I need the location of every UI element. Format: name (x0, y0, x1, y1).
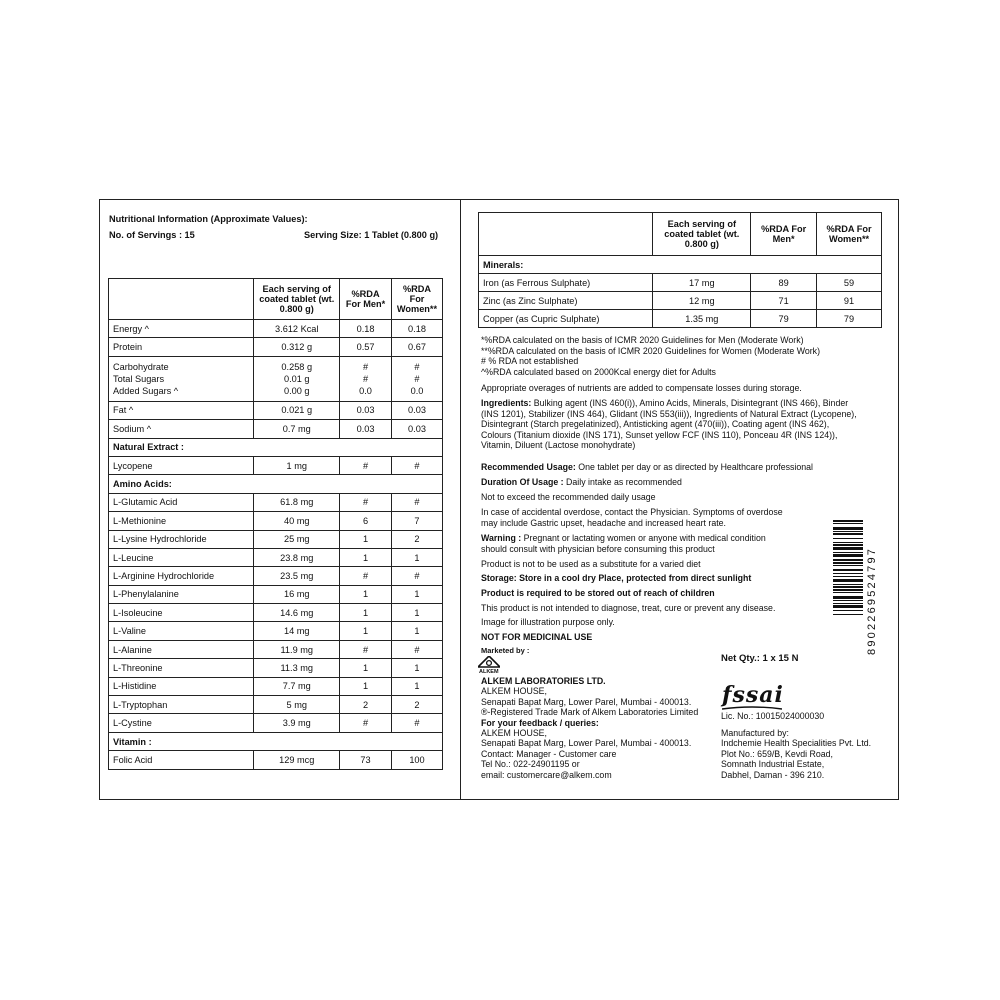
nutrient-value: 3.612 Kcal (254, 320, 340, 338)
rda-women: 0.03 (391, 420, 442, 438)
nutrient-name (109, 356, 254, 401)
rda-men: 1 (340, 659, 392, 677)
rda-women: 2 (391, 530, 442, 548)
nutrition-table (108, 278, 443, 770)
nutrient-name-line: Added Sugars ^ (113, 385, 179, 396)
marketer-line: Senapati Bapat Marg, Lower Parel, Mumbai - 400013. (481, 738, 692, 749)
warning-text (481, 533, 766, 554)
nutrition-title: Nutritional Information (Approximate Values): (109, 214, 308, 224)
nutrient-name: L-Glutamic Acid (109, 493, 254, 511)
mineral-value: 17 mg (653, 274, 751, 292)
nutrient-value: 129 mcg (254, 751, 340, 769)
nutrient-name: Energy ^ (109, 320, 254, 338)
rda-men-line: # (362, 361, 369, 372)
rda-men-line: # (362, 373, 369, 384)
warning-line: should consult with physician before consuming this product (481, 543, 715, 554)
nutrient-value: 0.021 g (254, 401, 340, 419)
ingredients-label: Ingredients: (481, 398, 532, 408)
nutrient-value: 5 mg (254, 696, 340, 714)
nutrient-value-line: 0.01 g (283, 373, 310, 384)
barcode-bar (833, 615, 863, 617)
warning-line: Pregnant or lactating women or anyone with medical condition (521, 533, 766, 543)
nutrient-name-line: Carbohydrate (113, 361, 169, 372)
marketed-by-label: Marketed by : (481, 646, 530, 655)
usage-label: Recommended Usage: (481, 462, 576, 472)
panel-divider (460, 199, 461, 800)
note-men: *%RDA calculated on the basis of ICMR 2020 Guidelines for Men (Moderate Work) (481, 335, 804, 345)
rda-men: 0.57 (340, 338, 392, 356)
marketer-line: ®-Registered Trade Mark of Alkem Laboratories Limited (481, 707, 699, 718)
rda-women: # (391, 567, 442, 585)
marketer-line: Tel No.: 022-24901195 or (481, 759, 580, 770)
not-exceed-text: Not to exceed the recommended daily usage (481, 492, 656, 502)
col-header-men: %RDA For Men* (340, 279, 392, 320)
minerals-blank-header (479, 213, 653, 256)
manufacturer-address (721, 728, 871, 780)
table-row (109, 696, 443, 714)
overdose-text (481, 507, 783, 528)
marketer-line: ALKEM HOUSE, (481, 728, 547, 739)
mineral-name: Iron (as Ferrous Sulphate) (479, 274, 653, 292)
nutrient-name: L-Alanine (109, 640, 254, 658)
col-header-serving: Each serving of coated tablet (wt. 0.800 g) (653, 213, 751, 256)
table-row (109, 420, 443, 438)
illustration-text: Image for illustration purpose only. (481, 617, 615, 627)
nutrient-value: 40 mg (254, 512, 340, 530)
table-row (109, 493, 443, 511)
rda-women: 0.18 (391, 320, 442, 338)
section-row (109, 475, 443, 493)
table-row (109, 356, 443, 401)
table-row (109, 530, 443, 548)
nutrient-name: L-Arginine Hydrochloride (109, 567, 254, 585)
nutrient-name: L-Histidine (109, 677, 254, 695)
warning-label: Warning : (481, 533, 522, 543)
note-women: **%RDA calculated on the basis of ICMR 2020 Guidelines for Women (Moderate Work) (481, 345, 820, 356)
rda-women-line: # (414, 373, 420, 384)
manufacturer-line: Indchemie Health Specialities Pvt. Ltd. (721, 738, 872, 749)
rda-men: 6 (340, 512, 392, 530)
fssai-logo: fssai (722, 682, 784, 708)
nutrient-name: Protein (109, 338, 254, 356)
servings-count: No. of Servings : 15 (109, 230, 195, 240)
duration-label: Duration Of Usage : (481, 477, 564, 487)
mineral-rda-men: 79 (751, 310, 817, 328)
nutrient-name: Sodium ^ (109, 420, 254, 438)
nutrient-value: 11.9 mg (254, 640, 340, 658)
rda-men: 1 (340, 530, 392, 548)
duration-text: Daily intake as recommended (563, 477, 682, 487)
table-row (109, 751, 443, 769)
manufacturer-line: Somnath Industrial Estate, (721, 759, 825, 770)
manufacturer-line: Plot No.: 659/B, Kevdi Road, (721, 748, 833, 759)
rda-women: 1 (391, 677, 442, 695)
table-row (109, 320, 443, 338)
mineral-value: 1.35 mg (653, 310, 751, 328)
rda-men: 0.18 (340, 320, 392, 338)
table-row (109, 512, 443, 530)
mineral-rda-women: 79 (817, 310, 882, 328)
nutrient-value: 3.9 mg (254, 714, 340, 732)
nutrient-value: 14 mg (254, 622, 340, 640)
minerals-section: Minerals: (479, 256, 882, 274)
rda-women: # (391, 714, 442, 732)
rda-women: 1 (391, 548, 442, 566)
table-row (109, 604, 443, 622)
col-header-women: %RDA For Women** (391, 279, 442, 320)
note-hash: # % RDA not established (481, 356, 579, 367)
rda-men: 1 (340, 677, 392, 695)
rda-men: # (340, 567, 392, 585)
overdose-line: may include Gastric upset, headache and increased heart rate. (481, 517, 726, 528)
rda-men: # (340, 493, 392, 511)
barcode-number: 8902269524797 (866, 546, 878, 656)
nutrient-value: 23.5 mg (254, 567, 340, 585)
nutrient-value-line: 0.258 g (281, 361, 313, 372)
nutrient-value: 0.312 g (254, 338, 340, 356)
col-header-women: %RDA For Women** (817, 213, 882, 256)
rda-women-line: 0.0 (410, 385, 424, 396)
rda-women: 2 (391, 696, 442, 714)
usage-text: One tablet per day or as directed by Healthcare professional (575, 462, 814, 472)
rda-men: # (340, 640, 392, 658)
nutrient-value: 23.8 mg (254, 548, 340, 566)
rda-men: 1 (340, 622, 392, 640)
barcode (833, 520, 863, 680)
rda-women: # (391, 640, 442, 658)
ingredients-line: Vitamin, Diluent (Lactose monohydrate) (481, 440, 636, 451)
nutrient-name: L-Methionine (109, 512, 254, 530)
nutrient-name: L-Valine (109, 622, 254, 640)
nutrient-value: 1 mg (254, 456, 340, 474)
recommended-usage (481, 462, 813, 473)
nutrient-name: L-Cystine (109, 714, 254, 732)
disclaimer-text: This product is not intended to diagnose, treat, cure or prevent any disease. (481, 603, 776, 613)
table-header-row (109, 279, 443, 320)
nutrient-name: L-Lysine Hydrochloride (109, 530, 254, 548)
marketer-line: ALKEM HOUSE, (481, 686, 547, 697)
ingredients (481, 398, 857, 451)
nutrient-value: 14.6 mg (254, 604, 340, 622)
rda-women: 1 (391, 659, 442, 677)
children-text: Product is required to be stored out of reach of children (481, 588, 715, 598)
table-row (109, 640, 443, 658)
note-energy: ^%RDA calculated based on 2000Kcal energy diet for Adults (481, 366, 716, 377)
marketer-name: ALKEM LABORATORIES LTD. (481, 676, 606, 686)
rda-men: # (340, 456, 392, 474)
rda-women: # (391, 456, 442, 474)
ingredients-line: Bulking agent (INS 460(i)), Amino Acids, Minerals, Disintegrant (INS 466), Binder (531, 398, 849, 408)
rda-men: # (340, 714, 392, 732)
mineral-rda-men: 71 (751, 292, 817, 310)
mineral-value: 12 mg (653, 292, 751, 310)
nutrient-value-line: 0.00 g (283, 385, 310, 396)
alkem-logo-text: ALKEM (479, 669, 499, 675)
table-row (109, 338, 443, 356)
nutrient-value: 11.3 mg (254, 659, 340, 677)
rda-women: 7 (391, 512, 442, 530)
nutrient-value: 61.8 mg (254, 493, 340, 511)
substitute-text: Product is not to be used as a substitute for a varied diet (481, 559, 701, 569)
table-row (109, 677, 443, 695)
nutrient-name: Folic Acid (109, 751, 254, 769)
ingredients-line: Colours (Titanium dioxide (INS 171), Sunset yellow FCF (INS 110), Ponceau 4R (INS 124)), (481, 429, 838, 440)
mineral-name: Copper (as Cupric Sulphate) (479, 310, 653, 328)
net-quantity: Net Qty.: 1 x 15 N (721, 653, 799, 664)
nutrient-value: 25 mg (254, 530, 340, 548)
ingredients-line: (INS 1201), Stabilizer (INS 464), Glidant (INS 553(iii)), Ingredients of Natural Extract (Lycopene), (481, 408, 857, 419)
marketer-address (481, 676, 698, 780)
ingredients-line: Disintegrant (Starch pregelatinized), Antisticking agent (470(iii)), Coating agent (INS 462), (481, 419, 830, 430)
section-heading: Natural Extract : (109, 438, 443, 456)
feedback-heading: For your feedback / queries: (481, 717, 599, 728)
table-row (479, 310, 882, 328)
table-row (109, 548, 443, 566)
nutrient-name: Fat ^ (109, 401, 254, 419)
mineral-rda-women: 91 (817, 292, 882, 310)
rda-men: 73 (340, 751, 392, 769)
section-row (109, 732, 443, 750)
nutrient-blank-header (109, 279, 254, 320)
marketer-line: Senapati Bapat Marg, Lower Parel, Mumbai - 400013. (481, 696, 692, 707)
table-row (109, 585, 443, 603)
rda-women: 1 (391, 585, 442, 603)
serving-size: Serving Size: 1 Tablet (0.800 g) (304, 230, 439, 240)
section-row (109, 438, 443, 456)
section-heading: Vitamin : (109, 732, 443, 750)
manufacturer-line: Dabhel, Daman - 396 210. (721, 769, 825, 780)
rda-women (391, 356, 442, 401)
table-row (109, 401, 443, 419)
storage-text: Storage: Store in a cool dry Place, protected from direct sunlight (481, 573, 752, 583)
nutrient-name: Lycopene (109, 456, 254, 474)
table-row (109, 714, 443, 732)
rda-men-line: 0.0 (359, 385, 372, 396)
overages-text: Appropriate overages of nutrients are added to compensate losses during storage. (481, 383, 802, 393)
license-number: Lic. No.: 10015024000030 (721, 711, 825, 721)
rda-men: 2 (340, 696, 392, 714)
rda-men: 1 (340, 604, 392, 622)
duration-usage (481, 477, 682, 488)
rda-men (340, 356, 392, 401)
nutrient-name-line: Total Sugars (113, 373, 165, 384)
rda-women: 1 (391, 622, 442, 640)
nutrient-value: 7.7 mg (254, 677, 340, 695)
marketer-line: Contact: Manager - Customer care (481, 748, 617, 759)
rda-women: 100 (391, 751, 442, 769)
nutrient-name: L-Phenylalanine (109, 585, 254, 603)
table-row (479, 274, 882, 292)
rda-men: 0.03 (340, 420, 392, 438)
rda-notes (481, 335, 820, 377)
rda-women: # (391, 493, 442, 511)
nutrient-name: L-Leucine (109, 548, 254, 566)
overdose-line: In case of accidental overdose, contact the Physician. Symptoms of overdose (481, 507, 783, 517)
nutrient-value: 0.7 mg (254, 420, 340, 438)
nutrient-name: L-Tryptophan (109, 696, 254, 714)
col-header-men: %RDA For Men* (751, 213, 817, 256)
nutrient-value (254, 356, 340, 401)
rda-women: 0.03 (391, 401, 442, 419)
manufacturer-line: Manufactured by: (721, 728, 789, 738)
nutrient-name: L-Isoleucine (109, 604, 254, 622)
rda-men: 1 (340, 548, 392, 566)
table-row (109, 659, 443, 677)
table-row (109, 622, 443, 640)
rda-women: 1 (391, 604, 442, 622)
rda-men: 1 (340, 585, 392, 603)
table-row (109, 567, 443, 585)
nutrient-value: 16 mg (254, 585, 340, 603)
col-header-serving: Each serving of coated tablet (wt. 0.800 g) (254, 279, 340, 320)
table-row (479, 292, 882, 310)
mineral-name: Zinc (as Zinc Sulphate) (479, 292, 653, 310)
mineral-rda-women: 59 (817, 274, 882, 292)
minerals-table (478, 212, 882, 328)
section-heading: Amino Acids: (109, 475, 443, 493)
rda-men: 0.03 (340, 401, 392, 419)
nutrient-name: L-Threonine (109, 659, 254, 677)
rda-women-line: # (414, 361, 420, 372)
not-medicinal-text: NOT FOR MEDICINAL USE (481, 632, 593, 642)
mineral-rda-men: 89 (751, 274, 817, 292)
rda-women: 0.67 (391, 338, 442, 356)
marketer-line: email: customercare@alkem.com (481, 769, 612, 780)
table-row (109, 456, 443, 474)
